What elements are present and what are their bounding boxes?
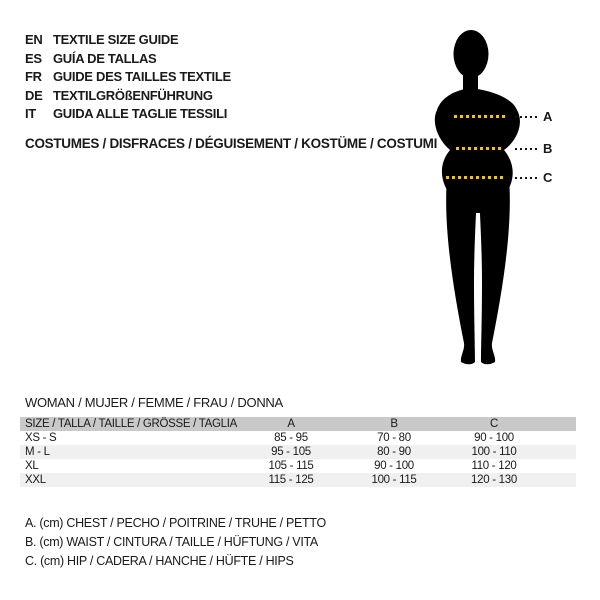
hip-cell: 100 - 110 [471, 446, 517, 458]
table-header-row [20, 417, 576, 431]
waist-cell: 70 - 80 [377, 432, 411, 444]
section-label-woman: WOMAN / MUJER / FEMME / FRAU / DONNA [25, 395, 283, 410]
waist-cell: 100 - 115 [371, 474, 417, 486]
measure-line-a-body [454, 115, 506, 118]
note-waist: B. (cm) WAIST / CINTURA / TAILLE / HÜFTUNG / VITA [25, 535, 318, 549]
chest-cell: 115 - 125 [268, 474, 314, 486]
language-code: ES [25, 50, 42, 66]
measure-line-b-extension [515, 148, 538, 150]
table-row [20, 459, 576, 473]
size-cell: XL [25, 460, 39, 472]
note-hip: C. (cm) HIP / CADERA / HANCHE / HÜFTE / HIPS [25, 554, 294, 568]
measure-line-b-body [456, 147, 503, 150]
hip-cell: 120 - 130 [471, 474, 517, 486]
measurement-notes [25, 514, 326, 571]
chest-cell: 95 - 105 [271, 446, 311, 458]
language-row [25, 50, 231, 69]
language-label: GUÍA DE TALLAS [53, 50, 157, 66]
note-chest: A. (cm) CHEST / PECHO / POITRINE / TRUHE / PETTO [25, 516, 326, 530]
header-b-cell: B [390, 418, 398, 430]
table-row [20, 445, 576, 459]
waist-cell: 80 - 90 [377, 446, 411, 458]
table-row [20, 473, 576, 487]
woman-silhouette [430, 28, 560, 368]
hip-cell: 90 - 100 [474, 432, 514, 444]
measure-label-b: B [543, 141, 553, 156]
chest-cell: 105 - 115 [268, 460, 314, 472]
header-size-cell: SIZE / TALLA / TAILLE / GRÖSSE / TAGLIA [25, 418, 238, 430]
measure-label-a: A [543, 109, 553, 124]
hip-cell: 110 - 120 [471, 460, 517, 472]
size-table [20, 417, 576, 487]
size-cell: XXL [25, 474, 46, 486]
language-label: TEXTILGRÖßENFÜHRUNG [53, 87, 213, 103]
table-row [20, 431, 576, 445]
language-label: TEXTILE SIZE GUIDE [53, 32, 179, 47]
measure-line-c-extension [515, 177, 538, 179]
measurement-figure [430, 28, 590, 368]
header-c-cell: C [489, 418, 498, 430]
size-cell: M - L [25, 446, 50, 458]
language-row [25, 31, 231, 50]
chest-cell: 85 - 95 [274, 432, 308, 444]
language-code: FR [25, 69, 42, 84]
language-code: EN [25, 32, 43, 47]
language-code: DE [25, 87, 43, 103]
category-title: COSTUMES / DISFRACES / DÉGUISEMENT / KOSTÜME / COSTUMI [25, 136, 438, 151]
waist-cell: 90 - 100 [374, 460, 414, 472]
language-list [25, 31, 231, 124]
measure-line-a-extension [515, 116, 538, 118]
language-label: GUIDA ALLE TAGLIE TESSILI [53, 106, 228, 121]
language-code: IT [25, 106, 36, 121]
language-label: GUIDE DES TAILLES TEXTILE [53, 69, 231, 84]
measure-line-c-body [446, 176, 506, 179]
size-cell: XS - S [25, 432, 57, 444]
language-row [25, 87, 231, 106]
language-row [25, 68, 231, 87]
header-a-cell: A [287, 418, 295, 430]
language-row [25, 105, 231, 124]
measure-label-c: C [543, 170, 553, 185]
